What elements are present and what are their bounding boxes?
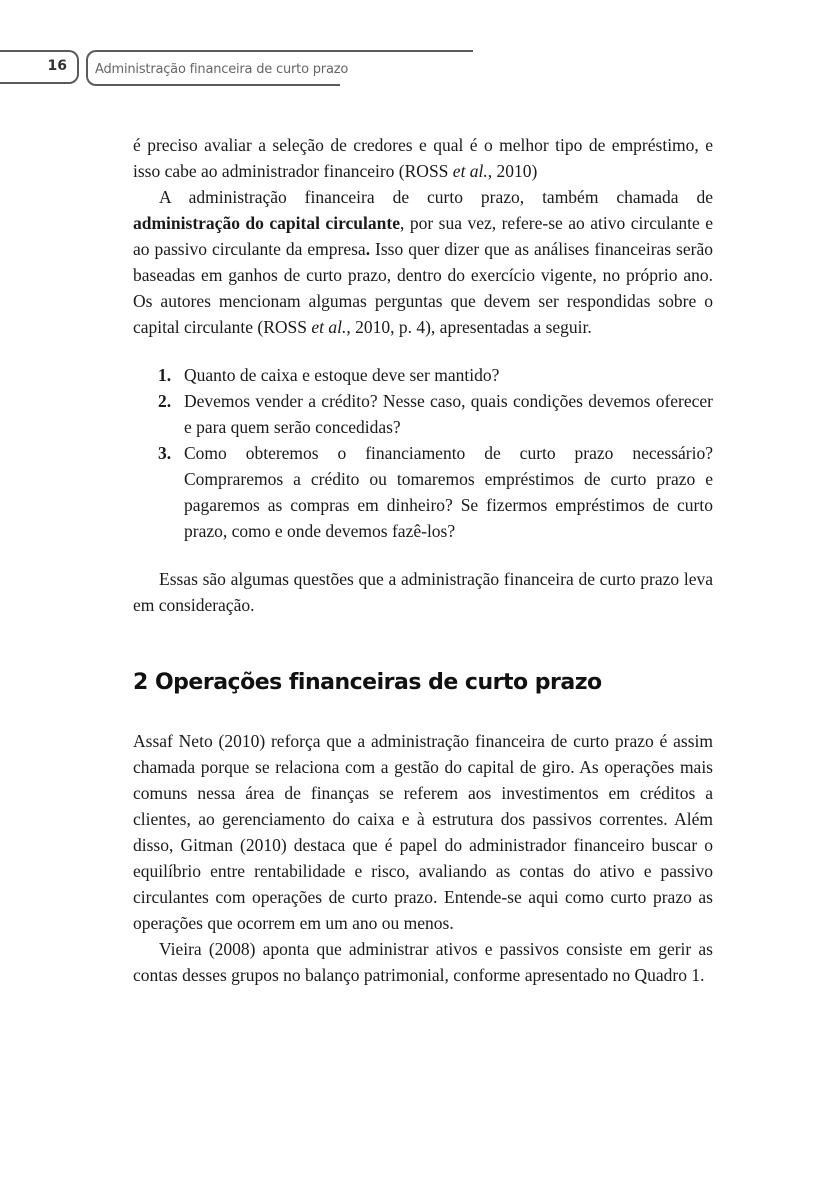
paragraph-5: Vieira (2008) aponta que administrar ativos e passivos consiste em gerir as contas desses grupos no balanço patrimonial, conforme apresentado no Quadro 1.	[133, 939, 713, 985]
paragraph-4: Assaf Neto (2010) reforça que a administração financeira de curto prazo é assim chamada porque se relaciona com a gestão do capital de giro. As operações mais comuns nessa área de finanças se referem aos investimentos em créditos a clientes, ao gerenciamento do caixa e à estrutura dos passivos correntes. Além disso, Gitman (2010) destaca que é papel do administrador financeiro buscar o equilíbrio entre rentabilidade e risco, avaliando as contas do ativo e passivo circulantes com operações de curto prazo. Entende-se aqui como curto prazo as operações que ocorrem em um ano ou menos.	[133, 731, 713, 933]
page-number: 16	[47, 58, 67, 74]
page-body	[133, 132, 713, 988]
section-heading: 2 Operações financeiras de curto prazo	[133, 670, 602, 695]
running-title: Administração financeira de curto prazo	[95, 62, 349, 77]
list-item: 1. Quanto de caixa e estoque deve ser mantido?	[133, 362, 713, 388]
header-rule	[96, 50, 473, 52]
list-number: 3.	[158, 443, 172, 463]
paragraph-3: Essas são algumas questões que a administração financeira de curto prazo leva em consideração.	[133, 569, 713, 615]
list-number: 1.	[158, 365, 172, 385]
page-number-box	[0, 50, 79, 84]
question-list	[133, 362, 713, 544]
page-header	[0, 0, 827, 100]
paragraph-2: A administração financeira de curto prazo, também chamada de administração do capital circulante, por sua vez, refere-se ao ativo circulante e ao passivo circulante da empresa. Isso quer dizer que as análises financeiras serão baseadas em ganhos de curto prazo, dentro do exercício vigente, no próprio ano. Os autores mencionam algumas perguntas que devem ser respondidas sobre o capital circulante (ROSS et al., 2010, p. 4), apresentadas a seguir.	[133, 187, 714, 337]
paragraph-1: é preciso avaliar a seleção de credores e qual é o melhor tipo de empréstimo, e isso cabe ao administrador financeiro (ROSS et al., 2010)	[133, 135, 713, 181]
key-term: administração do capital circulante	[133, 213, 400, 233]
list-item: 3. Como obteremos o financiamento de curto prazo necessário? Compraremos a crédito ou tomaremos empréstimos de curto prazo e pagaremos as compras em dinheiro? Se fizermos empréstimos de curto prazo, como e onde devemos fazê-los?	[133, 440, 713, 544]
list-number: 2.	[158, 391, 172, 411]
list-item: 2. Devemos vender a crédito? Nesse caso, quais condições devemos oferecer e para quem serão concedidas?	[133, 388, 713, 440]
